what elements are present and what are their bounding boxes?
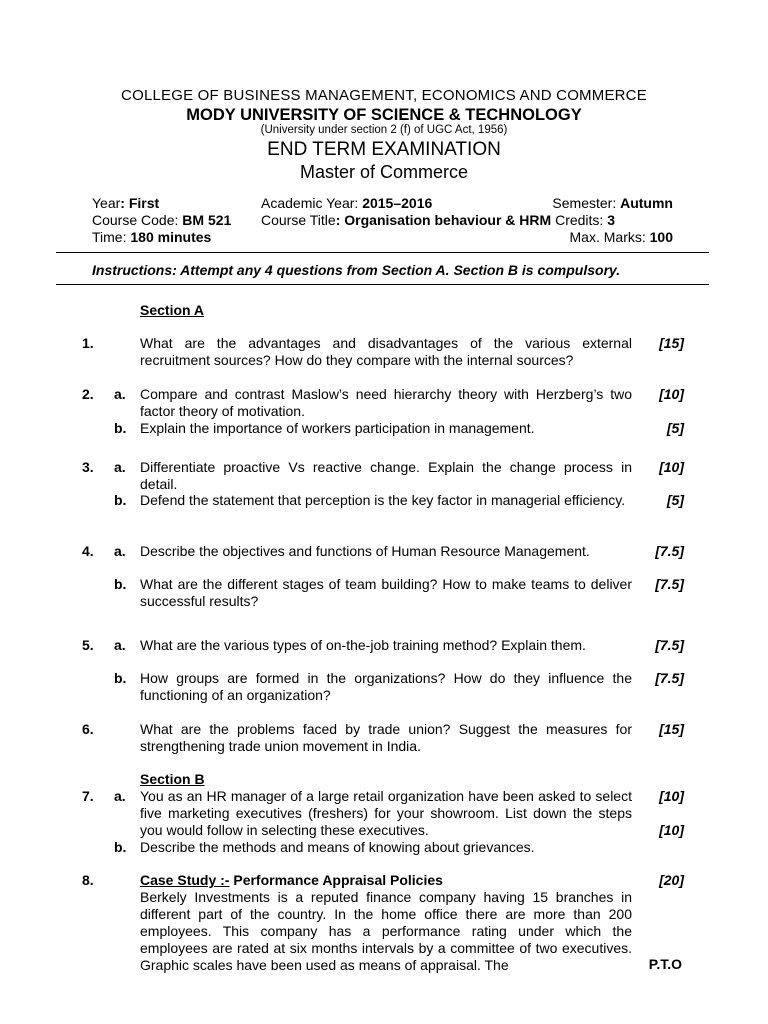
section-a-title: Section A [140,302,205,318]
question-text: What are the problems faced by trade union? Suggest the measures for strengthening trade union movement in India. [140,721,632,754]
question-marks: [7.5] [655,670,684,686]
time-field: Time: 180 minutes [92,229,212,245]
question-marks: [10] [659,386,684,402]
question-number: 5. [82,637,94,653]
question-text: Describe the methods and means of knowing about grievances. [140,839,535,855]
subquestion-label: a. [114,543,126,559]
question-marks: [20] [659,872,684,888]
subquestion-label: b. [114,576,127,592]
instructions: Instructions: Attempt any 4 questions from Section A. Section B is compulsory. [92,262,621,278]
question-marks: [15] [659,335,684,351]
question-number: 1. [82,335,94,351]
subquestion-label: b. [114,670,127,686]
question-text: What are the advantages and disadvantages of the various external recruitment sources? How do they compare with the internal sources? [140,335,632,368]
question-marks: [15] [659,721,684,737]
question-number: 8. [82,872,94,888]
academic-year-field: Academic Year: 2015–2016 [261,195,433,211]
question-text: What are the various types of on-the-job training method? Explain them. [140,637,586,653]
subquestion-label: b. [114,492,127,508]
header-rule-bottom [56,284,709,285]
question-marks: [10] [659,788,684,804]
college-name: COLLEGE OF BUSINESS MANAGEMENT, ECONOMICS AND COMMERCE [121,87,647,104]
course-title-field: Course Title: Organisation behaviour & HRM Credits: 3 [261,212,615,228]
subquestion-label: b. [114,420,127,436]
question-text: Explain the importance of workers participation in management. [140,420,535,436]
question-text: How groups are formed in the organizations? How do they influence the functioning of an organization? [140,670,632,703]
question-number: 6. [82,721,94,737]
subquestion-label: a. [114,637,126,653]
question-text: You as an HR manager of a large retail organization have been asked to select five marketing executives (freshers) for your showroom. List down the steps you would follow in selecting these executives. [140,788,632,838]
question-number: 4. [82,543,94,559]
ugc-note: (University under section 2 (f) of UGC Act, 1956) [260,124,508,136]
question-number: 2. [82,386,94,402]
question-number: 3. [82,459,94,475]
question-text: Describe the objectives and functions of Human Resource Management. [140,543,590,559]
subquestion-label: a. [114,788,126,804]
university-name: MODY UNIVERSITY OF SCIENCE & TECHNOLOGY [186,106,582,124]
year-field: Year: First [92,195,160,211]
question-marks: [10] [659,822,684,838]
question-number: 7. [82,788,94,804]
question-marks: [7.5] [655,637,684,653]
case-study-label: Case Study :- [140,872,230,888]
max-marks-field: Max. Marks: 100 [569,229,673,245]
header-rule-top [56,252,709,253]
case-study-text: Berkely Investments is a reputed finance company having 15 branches in different part of the country. In the home office there are more than 200 employees. This company has a performance rating under which the employees are rated at six months intervals by a committee of two executives. Graphic scales have been used as means of appraisal. The [140,889,632,973]
program-title: Master of Commerce [299,162,469,182]
question-marks: [10] [659,459,684,475]
section-b-title: Section B [140,771,205,787]
subquestion-label: a. [114,459,126,475]
question-marks: [7.5] [655,576,684,592]
exam-title: END TERM EXAMINATION [267,139,501,160]
question-text: What are the different stages of team building? How to make teams to deliver successful results? [140,576,632,609]
question-marks: [5] [666,492,684,508]
case-study-heading [140,872,632,889]
question-text: Compare and contrast Maslow’s need hierarchy theory with Herzberg’s two factor theory of motivation. [140,386,632,419]
course-code-field: Course Code: BM 521 [92,212,232,228]
question-marks: [7.5] [655,543,684,559]
semester-field: Semester: Autumn [552,195,673,211]
case-study-title: Performance Appraisal Policies [233,872,443,888]
subquestion-label: b. [114,839,127,855]
pto-label: P.T.O [648,956,682,972]
subquestion-label: a. [114,386,126,402]
question-marks: [5] [666,420,684,436]
question-text: Defend the statement that perception is the key factor in managerial efficiency. [140,492,626,508]
question-text: Differentiate proactive Vs reactive change. Explain the change process in detail. [140,459,632,492]
